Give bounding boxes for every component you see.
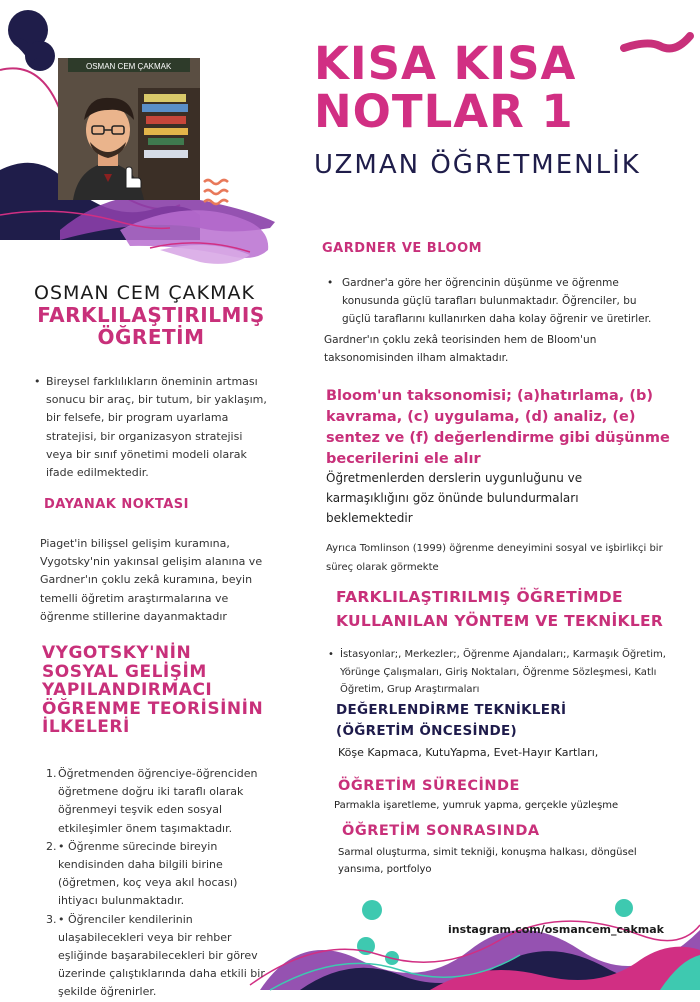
after-heading: ÖĞRETİM SONRASINDA <box>342 823 540 839</box>
gardner-heading: GARDNER VE BLOOM <box>322 241 483 256</box>
vygotsky-list <box>46 765 272 1002</box>
methods-heading-line-1: FARKLILAŞTIRILMIŞ ÖĞRETİMDE <box>336 588 623 606</box>
page-title <box>314 37 674 138</box>
after-text: Sarmal oluşturma, simit tekniği, konuşma halkası, döngüsel yansıma, portfolyo <box>338 847 637 875</box>
bloom-heading: Bloom'un taksonomisi; (a)hatırlama, (b) kavrama, (c) uygulama, (d) analiz, (e) sentez ve (f) değerlendirme gibi düşünme becerilerini ele alır <box>326 388 670 467</box>
dayanak-heading: DAYANAK NOKTASI <box>44 497 190 512</box>
top-left-blob <box>8 10 55 71</box>
evaluation-text: Köşe Kapmaca, KutuYapma, Evet-Hayır Kartları, <box>338 746 599 759</box>
page-subtitle: UZMAN ÖĞRETMENLİK <box>314 150 641 180</box>
evaluation-heading-line-1: DEĞERLENDİRME TEKNİKLERİ <box>336 702 567 718</box>
avatar-caption: OSMAN CEM ÇAKMAK <box>86 62 172 71</box>
gardner-bullet: • Gardner'a göre her öğrencinin düşünme ve öğrenme konusunda güçlü tarafları bulunmaktadır. Öğrenciler, bu güçlü taraflarını kullanırken daha kolay öğrenir ve üretirler. <box>324 274 664 328</box>
author-name: OSMAN CEM ÇAKMAK <box>34 282 255 304</box>
during-heading: ÖĞRETİM SÜRECİNDE <box>338 778 520 794</box>
bloom-text: Öğretmenlerden derslerin uygunluğunu ve karmaşıklığını göz önünde bulundurmaları beklemektedir <box>326 471 583 525</box>
dayanak-text: Piaget'in bilişsel gelişim kuramına, Vygotsky'nin yakınsal gelişim alanına ve Gardner'ın çoklu zekâ kuramına, beyin temelli öğretim araştırmalarına ve öğrenme stillerine dayanmaktadır <box>40 537 263 623</box>
list-text: • Öğrenciler kendilerinin ulaşabilecekleri veya bir rehber eşliğinde başarabilecekleri bir görev üzerinde çalıştıklarında daha etkili bir şekilde öğrenirler. <box>58 912 265 999</box>
avatar-illustration <box>58 58 200 200</box>
list-item <box>46 765 272 838</box>
gardner-text: Gardner'ın çoklu zekâ teorisinden hem de Bloom'un taksonomisinden ilham almaktadır. <box>324 334 597 364</box>
bottom-right-waves <box>250 899 700 990</box>
heading-line-1: FARKLILAŞTIRILMIŞ <box>37 303 265 327</box>
avatar <box>58 58 200 200</box>
list-text: • Öğrenme sürecinde bireyin kendisinden daha bilgili birine (öğretmen, koç veya akıl hocası) ihtiyacı bulunmaktadır. <box>58 839 238 908</box>
list-text: Öğretmenden öğrenciye-öğrenciden öğretmene doğru iki taraflı olarak öğrenmeyi teşvik eden sosyal etkileşimler önem taşımaktadır. <box>58 767 258 835</box>
instagram-link[interactable]: instagram.com/osmancem_cakmak <box>448 923 664 936</box>
tomlinson-text: Ayrıca Tomlinson (1999) öğrenme deneyimini sosyal ve işbirlikçi bir süreç olarak görmekte <box>326 543 663 573</box>
evaluation-heading <box>336 700 636 742</box>
methods-heading-line-2: KULLANILAN YÖNTEM VE TEKNİKLER <box>336 612 664 630</box>
title-line-2: NOTLAR 1 <box>314 85 574 138</box>
list-number: 1. <box>46 767 57 780</box>
methods-list: • İstasyonlar;, Merkezler;, Öğrenme Ajandaları;, Karmaşık Öğretim, Yörünge Çalışmaları, Giriş Noktaları, Öğrenme Sözleşmesi, Katlı Öğretim, Grup Araştırmaları <box>326 646 676 699</box>
evaluation-heading-line-2: (ÖĞRETİM ÖNCESİNDE) <box>336 723 517 739</box>
list-number: 2. <box>46 839 57 853</box>
intro-bullet: • Bireysel farklılıkların öneminin artması sonucu bir araç, bir tutum, bir yaklaşım, bir felsefe, bir program uyarlama stratejisi, bir organizasyon stratejisi veya bir sınıf yönetimi modeli olarak ifade edilmektedir. <box>32 373 272 482</box>
vygotsky-heading: VYGOTSKY'NİN SOSYAL GELİŞİM YAPILANDIRMACI ÖĞRENME TEORİSİNİN İLKELERİ <box>42 643 264 737</box>
list-item <box>46 838 272 911</box>
title-line-1: KISA KISA <box>314 37 577 90</box>
list-number: 3. <box>46 912 57 926</box>
methods-heading <box>336 585 686 633</box>
orange-wiggle-lines <box>204 180 228 204</box>
list-item <box>46 911 272 1002</box>
during-text: Parmakla işaretleme, yumruk yapma, gerçekle yüzleşme <box>334 800 619 811</box>
heading-line-2: ÖĞRETİM <box>97 325 205 349</box>
differentiated-instruction-heading <box>36 304 266 348</box>
